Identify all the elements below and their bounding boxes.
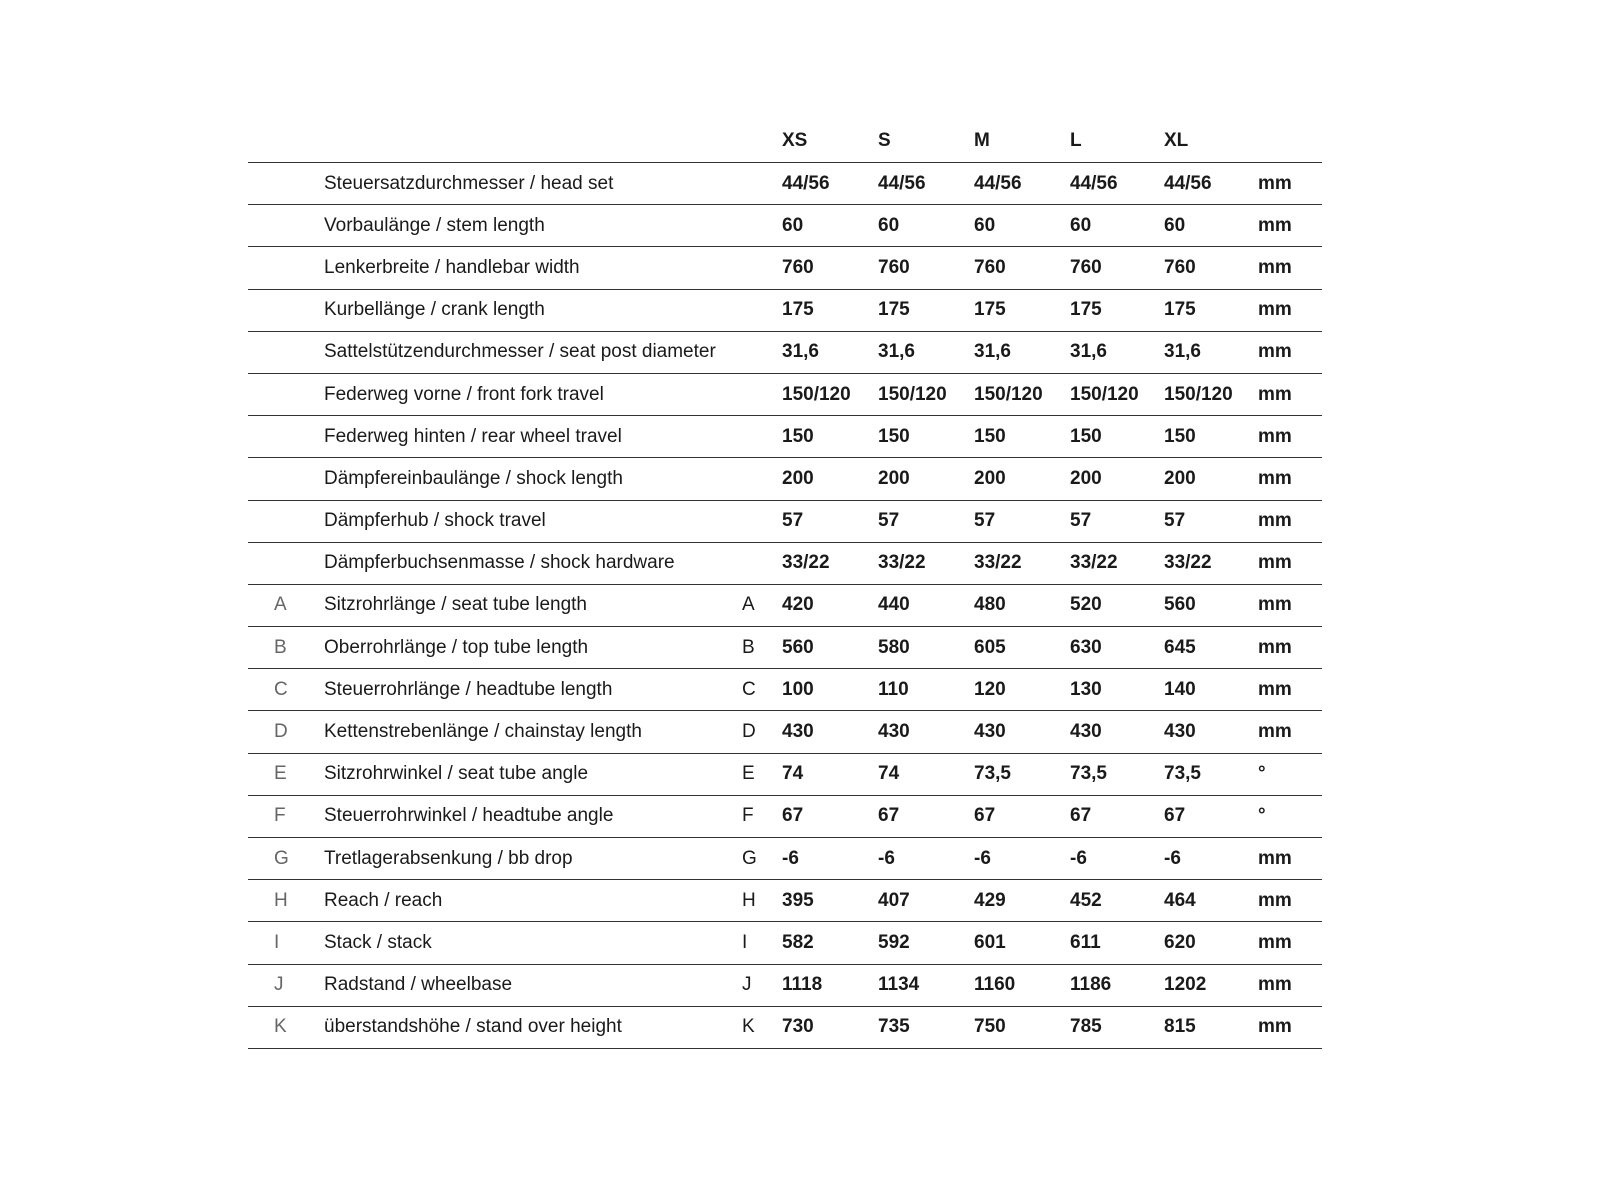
row-letter-left: B xyxy=(274,636,287,658)
row-value-s: 33/22 xyxy=(878,552,926,574)
size-header-s: S xyxy=(878,130,891,151)
row-value-xl: 140 xyxy=(1164,678,1196,700)
row-value-xl: 175 xyxy=(1164,299,1196,321)
row-label: Lenkerbreite / handlebar width xyxy=(324,256,580,278)
row-value-m: 175 xyxy=(974,299,1006,321)
row-value-xs: 150 xyxy=(782,425,814,447)
row-value-xl: 150 xyxy=(1164,425,1196,447)
row-label: Federweg vorne / front fork travel xyxy=(324,383,604,405)
row-unit: ° xyxy=(1258,805,1266,827)
row-letter-right xyxy=(742,416,772,457)
table-row xyxy=(248,838,1322,880)
row-value-xs: 430 xyxy=(782,721,814,743)
row-value-l: 60 xyxy=(1070,214,1092,236)
row-value-m: 480 xyxy=(974,594,1006,616)
table-body xyxy=(248,163,1322,1049)
row-value-l: 73,5 xyxy=(1070,763,1107,785)
row-unit: mm xyxy=(1258,974,1292,996)
table-row xyxy=(248,374,1322,416)
row-value-xl: 33/22 xyxy=(1164,552,1212,574)
table-row xyxy=(248,290,1322,332)
row-value-s: 440 xyxy=(878,594,910,616)
row-letter-left: H xyxy=(274,889,288,911)
table-row xyxy=(248,711,1322,753)
row-value-l: 430 xyxy=(1070,721,1102,743)
row-value-xs: 67 xyxy=(782,805,804,827)
row-letter-left xyxy=(274,163,304,204)
row-value-xl: 57 xyxy=(1164,510,1186,532)
row-value-s: 760 xyxy=(878,256,910,278)
row-value-s: 150/120 xyxy=(878,383,947,405)
row-value-l: 67 xyxy=(1070,805,1092,827)
table-row xyxy=(248,332,1322,374)
table-row xyxy=(248,754,1322,796)
row-value-xs: 560 xyxy=(782,636,814,658)
row-value-l: 520 xyxy=(1070,594,1102,616)
row-unit: mm xyxy=(1258,847,1292,869)
row-letter-right xyxy=(742,543,772,584)
row-letter-left xyxy=(274,458,304,499)
row-value-m: 601 xyxy=(974,931,1006,953)
row-value-xs: 44/56 xyxy=(782,172,830,194)
row-value-xl: 1202 xyxy=(1164,974,1207,996)
table-row xyxy=(248,247,1322,289)
row-label: Dämpferhub / shock travel xyxy=(324,510,546,532)
row-letter-left xyxy=(274,501,304,542)
table-row xyxy=(248,796,1322,838)
row-letter-right: I xyxy=(742,931,748,953)
row-letter-right xyxy=(742,458,772,499)
row-label: Steuersatzdurchmesser / head set xyxy=(324,172,614,194)
row-value-xs: 74 xyxy=(782,763,804,785)
row-label: Oberrohrlänge / top tube length xyxy=(324,636,589,658)
row-letter-left: I xyxy=(274,931,280,953)
row-unit: mm xyxy=(1258,721,1292,743)
row-unit: mm xyxy=(1258,510,1292,532)
row-letter-right: A xyxy=(742,594,755,616)
row-value-xl: 73,5 xyxy=(1164,763,1201,785)
row-value-s: 1134 xyxy=(878,974,920,996)
row-letter-right xyxy=(742,290,772,331)
row-letter-right xyxy=(742,247,772,288)
row-value-xs: -6 xyxy=(782,847,799,869)
row-value-xs: 760 xyxy=(782,256,814,278)
row-label: Kurbellänge / crank length xyxy=(324,299,545,321)
size-header-xl: XL xyxy=(1164,130,1189,151)
row-value-s: 74 xyxy=(878,763,900,785)
row-value-m: -6 xyxy=(974,847,991,869)
row-letter-left xyxy=(274,543,304,584)
row-label: Federweg hinten / rear wheel travel xyxy=(324,425,622,447)
row-value-s: 407 xyxy=(878,889,910,911)
table-row xyxy=(248,922,1322,964)
row-unit: mm xyxy=(1258,256,1292,278)
row-unit: mm xyxy=(1258,425,1292,447)
row-unit: ° xyxy=(1258,763,1266,785)
row-value-s: 592 xyxy=(878,931,910,953)
row-letter-left: J xyxy=(274,974,284,996)
row-value-m: 760 xyxy=(974,256,1006,278)
row-letter-right: K xyxy=(742,1016,755,1038)
row-value-l: 44/56 xyxy=(1070,172,1118,194)
row-letter-left: D xyxy=(274,721,288,743)
row-letter-left: A xyxy=(274,594,287,616)
row-letter-left xyxy=(274,416,304,457)
row-value-s: 430 xyxy=(878,721,910,743)
row-label: überstandshöhe / stand over height xyxy=(324,1016,622,1038)
size-header-l: L xyxy=(1070,130,1082,151)
row-value-xl: -6 xyxy=(1164,847,1181,869)
row-value-m: 750 xyxy=(974,1016,1006,1038)
row-value-l: 175 xyxy=(1070,299,1102,321)
row-value-m: 200 xyxy=(974,467,1006,489)
row-letter-right: C xyxy=(742,678,756,700)
table-row xyxy=(248,416,1322,458)
row-value-l: 760 xyxy=(1070,256,1102,278)
row-label: Vorbaulänge / stem length xyxy=(324,214,545,236)
row-value-xs: 150/120 xyxy=(782,383,851,405)
row-value-s: 67 xyxy=(878,805,900,827)
row-value-l: 130 xyxy=(1070,678,1102,700)
row-value-l: -6 xyxy=(1070,847,1087,869)
row-letter-right: B xyxy=(742,636,755,658)
row-value-xs: 200 xyxy=(782,467,814,489)
row-value-l: 452 xyxy=(1070,889,1102,911)
row-letter-right: E xyxy=(742,763,755,785)
row-unit: mm xyxy=(1258,594,1292,616)
row-label: Dämpferbuchsenmasse / shock hardware xyxy=(324,552,675,574)
row-value-xl: 464 xyxy=(1164,889,1196,911)
row-value-xl: 760 xyxy=(1164,256,1196,278)
row-value-xl: 150/120 xyxy=(1164,383,1233,405)
row-value-xl: 44/56 xyxy=(1164,172,1212,194)
row-value-m: 605 xyxy=(974,636,1006,658)
row-value-m: 73,5 xyxy=(974,763,1011,785)
row-label: Reach / reach xyxy=(324,889,443,911)
row-value-l: 57 xyxy=(1070,510,1092,532)
table-row xyxy=(248,543,1322,585)
row-unit: mm xyxy=(1258,299,1292,321)
row-unit: mm xyxy=(1258,636,1292,658)
row-value-m: 120 xyxy=(974,678,1006,700)
row-value-l: 150 xyxy=(1070,425,1102,447)
table-row xyxy=(248,627,1322,669)
row-value-xs: 582 xyxy=(782,931,814,953)
row-letter-left xyxy=(274,247,304,288)
row-letter-right xyxy=(742,374,772,415)
table-row xyxy=(248,669,1322,711)
row-letter-right xyxy=(742,332,772,373)
row-value-s: 60 xyxy=(878,214,900,236)
row-value-s: 150 xyxy=(878,425,910,447)
row-value-s: 735 xyxy=(878,1016,910,1038)
row-value-m: 430 xyxy=(974,721,1006,743)
row-label: Dämpfereinbaulänge / shock length xyxy=(324,467,623,489)
row-value-xs: 31,6 xyxy=(782,341,819,363)
row-label: Steuerrohrwinkel / headtube angle xyxy=(324,805,614,827)
row-value-m: 31,6 xyxy=(974,341,1011,363)
row-letter-right xyxy=(742,205,772,246)
row-value-xl: 60 xyxy=(1164,214,1186,236)
row-value-m: 67 xyxy=(974,805,996,827)
row-value-xs: 730 xyxy=(782,1016,814,1038)
row-value-xl: 620 xyxy=(1164,931,1196,953)
row-value-xl: 645 xyxy=(1164,636,1196,658)
row-value-xl: 560 xyxy=(1164,594,1196,616)
row-value-l: 785 xyxy=(1070,1016,1102,1038)
row-value-m: 150/120 xyxy=(974,383,1043,405)
row-value-xs: 395 xyxy=(782,889,814,911)
row-letter-left: E xyxy=(274,763,287,785)
row-value-xl: 67 xyxy=(1164,805,1186,827)
row-value-xs: 100 xyxy=(782,678,814,700)
row-label: Kettenstrebenlänge / chainstay length xyxy=(324,721,642,743)
size-header-m: M xyxy=(974,130,990,151)
row-value-l: 611 xyxy=(1070,931,1101,953)
row-value-m: 60 xyxy=(974,214,996,236)
row-unit: mm xyxy=(1258,889,1292,911)
row-letter-right: H xyxy=(742,889,756,911)
table-row xyxy=(248,880,1322,922)
row-value-xl: 430 xyxy=(1164,721,1196,743)
row-letter-right xyxy=(742,501,772,542)
row-value-m: 150 xyxy=(974,425,1006,447)
row-letter-left xyxy=(274,205,304,246)
row-value-l: 200 xyxy=(1070,467,1102,489)
row-value-m: 44/56 xyxy=(974,172,1022,194)
row-value-m: 57 xyxy=(974,510,996,532)
row-value-xl: 31,6 xyxy=(1164,341,1201,363)
table-row xyxy=(248,585,1322,627)
row-label: Steuerrohrlänge / headtube length xyxy=(324,678,613,700)
row-label: Sitzrohrlänge / seat tube length xyxy=(324,594,588,616)
table-row xyxy=(248,965,1322,1007)
row-unit: mm xyxy=(1258,931,1292,953)
row-label: Tretlagerabsenkung / bb drop xyxy=(324,847,573,869)
row-value-l: 33/22 xyxy=(1070,552,1118,574)
row-value-l: 150/120 xyxy=(1070,383,1139,405)
row-value-s: 110 xyxy=(878,678,909,700)
row-value-s: 200 xyxy=(878,467,910,489)
row-letter-left: C xyxy=(274,678,288,700)
row-value-xs: 420 xyxy=(782,594,814,616)
geometry-table xyxy=(248,120,1322,1049)
row-letter-left: G xyxy=(274,847,289,869)
row-letter-left: F xyxy=(274,805,286,827)
row-value-m: 33/22 xyxy=(974,552,1022,574)
row-value-xs: 57 xyxy=(782,510,804,532)
row-unit: mm xyxy=(1258,383,1292,405)
row-value-l: 31,6 xyxy=(1070,341,1107,363)
row-letter-left xyxy=(274,332,304,373)
row-value-s: 44/56 xyxy=(878,172,926,194)
row-value-xs: 1118 xyxy=(782,974,823,996)
table-row xyxy=(248,1007,1322,1049)
row-letter-left: K xyxy=(274,1016,287,1038)
table-row xyxy=(248,501,1322,543)
row-value-m: 1160 xyxy=(974,974,1016,996)
row-letter-right: F xyxy=(742,805,754,827)
row-letter-right: J xyxy=(742,974,752,996)
row-letter-left xyxy=(274,374,304,415)
table-row xyxy=(248,163,1322,205)
table-row xyxy=(248,205,1322,247)
row-label: Radstand / wheelbase xyxy=(324,974,513,996)
row-label: Sitzrohrwinkel / seat tube angle xyxy=(324,763,589,785)
row-value-xl: 200 xyxy=(1164,467,1196,489)
row-value-s: 580 xyxy=(878,636,910,658)
row-unit: mm xyxy=(1258,467,1292,489)
row-letter-right: G xyxy=(742,847,757,869)
row-value-s: 31,6 xyxy=(878,341,915,363)
row-value-m: 429 xyxy=(974,889,1006,911)
row-value-xs: 175 xyxy=(782,299,814,321)
row-letter-right: D xyxy=(742,721,756,743)
row-value-s: 57 xyxy=(878,510,900,532)
row-unit: mm xyxy=(1258,1016,1292,1038)
row-unit: mm xyxy=(1258,341,1292,363)
row-value-xl: 815 xyxy=(1164,1016,1196,1038)
row-value-l: 1186 xyxy=(1070,974,1112,996)
row-letter-right xyxy=(742,163,772,204)
row-label: Stack / stack xyxy=(324,931,432,953)
table-row xyxy=(248,458,1322,500)
row-value-l: 630 xyxy=(1070,636,1102,658)
row-unit: mm xyxy=(1258,678,1292,700)
row-value-xs: 33/22 xyxy=(782,552,830,574)
size-header-xs: XS xyxy=(782,130,808,151)
row-letter-left xyxy=(274,290,304,331)
row-unit: mm xyxy=(1258,214,1292,236)
size-header-row xyxy=(248,120,1322,163)
row-label: Sattelstützendurchmesser / seat post diameter xyxy=(324,341,716,363)
row-value-xs: 60 xyxy=(782,214,804,236)
row-value-s: 175 xyxy=(878,299,910,321)
row-unit: mm xyxy=(1258,172,1292,194)
row-unit: mm xyxy=(1258,552,1292,574)
row-value-s: -6 xyxy=(878,847,895,869)
